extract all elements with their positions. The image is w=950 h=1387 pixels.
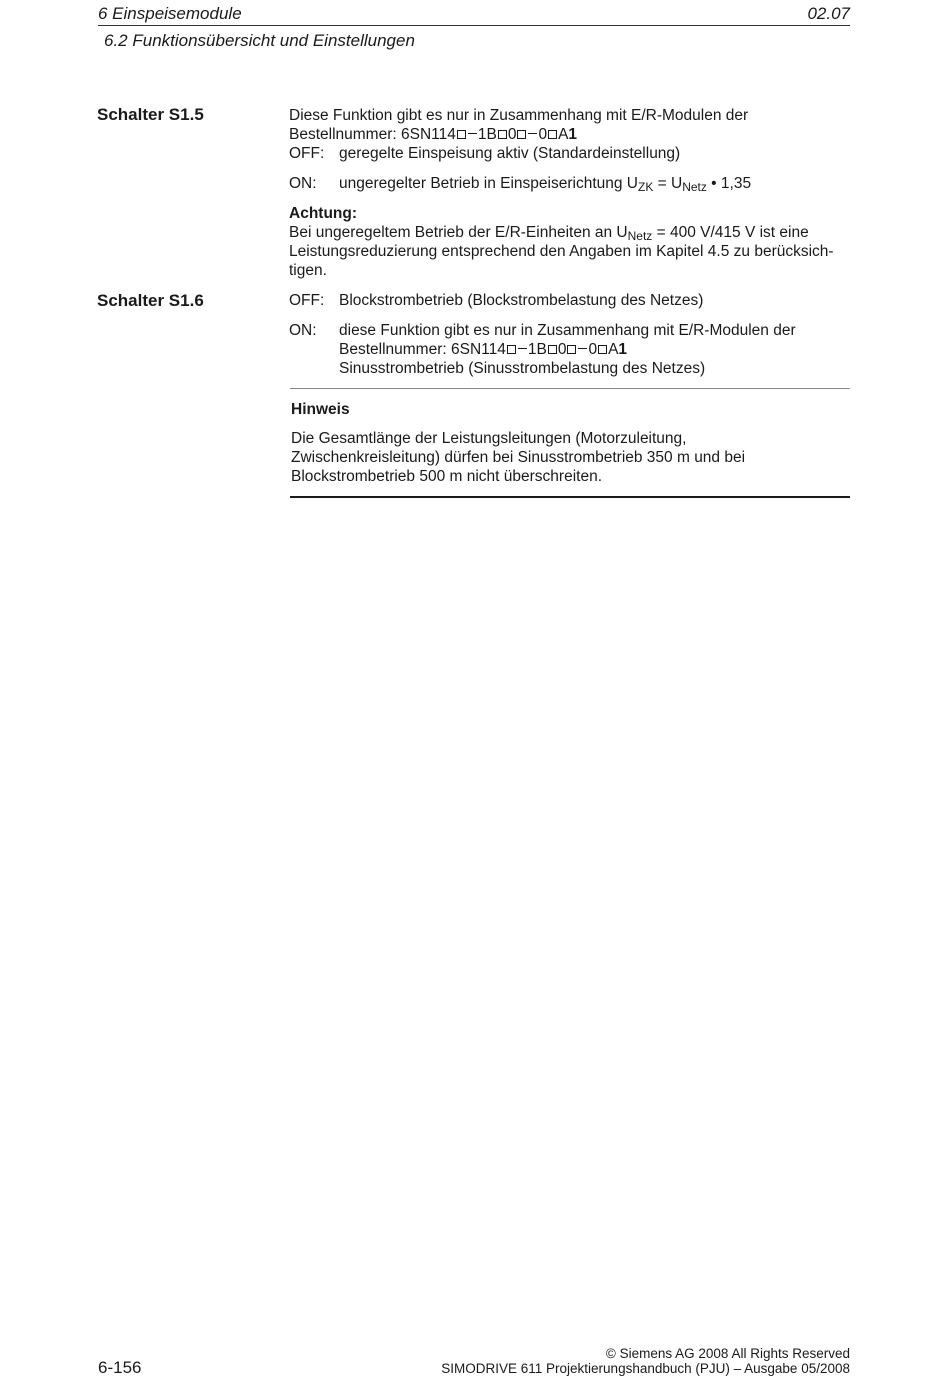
s16-on-line-3: Sinusstrombetrieb (Sinusstrombelastung des Netzes) — [339, 360, 706, 377]
achtung-heading: Achtung: — [289, 205, 358, 222]
dash-icon — [518, 348, 527, 349]
note-heading: Hinweis — [291, 401, 350, 418]
placeholder-box-icon — [598, 345, 607, 354]
s16-order-number: Bestellnummer: 6SN114 1B 0 0 A1 — [339, 341, 628, 358]
s15-on-label: ON: — [289, 175, 317, 192]
manual-reference: SIMODRIVE 611 Projektierungshandbuch (PJU) – Ausgabe 05/2008 — [441, 1361, 850, 1376]
s15-off-text: geregelte Einspeisung aktiv (Standardeinstellung) — [339, 145, 681, 162]
note-line-3: Blockstrombetrieb 500 m nicht überschreiten. — [291, 468, 603, 485]
achtung-line-2: Leistungsreduzierung entsprechend den Angaben im Kapitel 4.5 zu berücksich- — [289, 243, 834, 260]
s15-intro: Diese Funktion gibt es nur in Zusammenhang mit E/R-Modulen der — [289, 107, 749, 124]
note-bottom-rule — [290, 496, 850, 498]
section-title: 6.2 Funktionsübersicht und Einstellungen — [104, 31, 415, 50]
note-line-2: Zwischenkreisleitung) dürfen bei Sinusstrombetrieb 350 m und bei — [291, 449, 746, 466]
header-rule — [98, 25, 850, 26]
note-line-1: Die Gesamtlänge der Leistungsleitungen (Motorzuleitung, — [291, 430, 687, 447]
placeholder-box-icon — [548, 345, 557, 354]
placeholder-box-icon — [507, 345, 516, 354]
s15-off-label: OFF: — [289, 145, 325, 162]
chapter-title: 6 Einspeisemodule — [98, 4, 242, 23]
placeholder-box-icon — [517, 130, 526, 139]
s16-off-text: Blockstrombetrieb (Blockstrombelastung des Netzes) — [339, 292, 704, 309]
note-top-rule — [290, 388, 850, 389]
placeholder-box-icon — [457, 130, 466, 139]
placeholder-box-icon — [498, 130, 507, 139]
s15-on-text: ungeregelter Betrieb in Einspeiserichtung $U_{ZK} = U_{Netz}$ • 1,35 — [339, 175, 752, 194]
achtung-line-3: tigen. — [289, 262, 327, 279]
switch-s16-heading: Schalter S1.6 — [97, 291, 204, 310]
page-number: 6-156 — [98, 1358, 142, 1377]
switch-s15-heading: Schalter S1.5 — [97, 105, 204, 124]
s16-on-label: ON: — [289, 322, 317, 339]
s16-off-label: OFF: — [289, 292, 325, 309]
copyright: © Siemens AG 2008 All Rights Reserved — [605, 1346, 850, 1361]
dash-icon — [578, 348, 587, 349]
achtung-line-1: Bei ungeregeltem Betrieb der E/R-Einheiten an $U_{Netz} = 400$ V/415 V ist eine — [289, 224, 809, 243]
s16-on-line-1: diese Funktion gibt es nur in Zusammenhang mit E/R-Modulen der — [339, 322, 796, 339]
s15-order-number: Bestellnummer: 6SN114 1B 0 0 A1 — [289, 126, 578, 143]
dash-icon — [528, 133, 537, 134]
dash-icon — [468, 133, 477, 134]
placeholder-box-icon — [548, 130, 557, 139]
edition-date: 02.07 — [807, 4, 850, 23]
placeholder-box-icon — [567, 345, 576, 354]
